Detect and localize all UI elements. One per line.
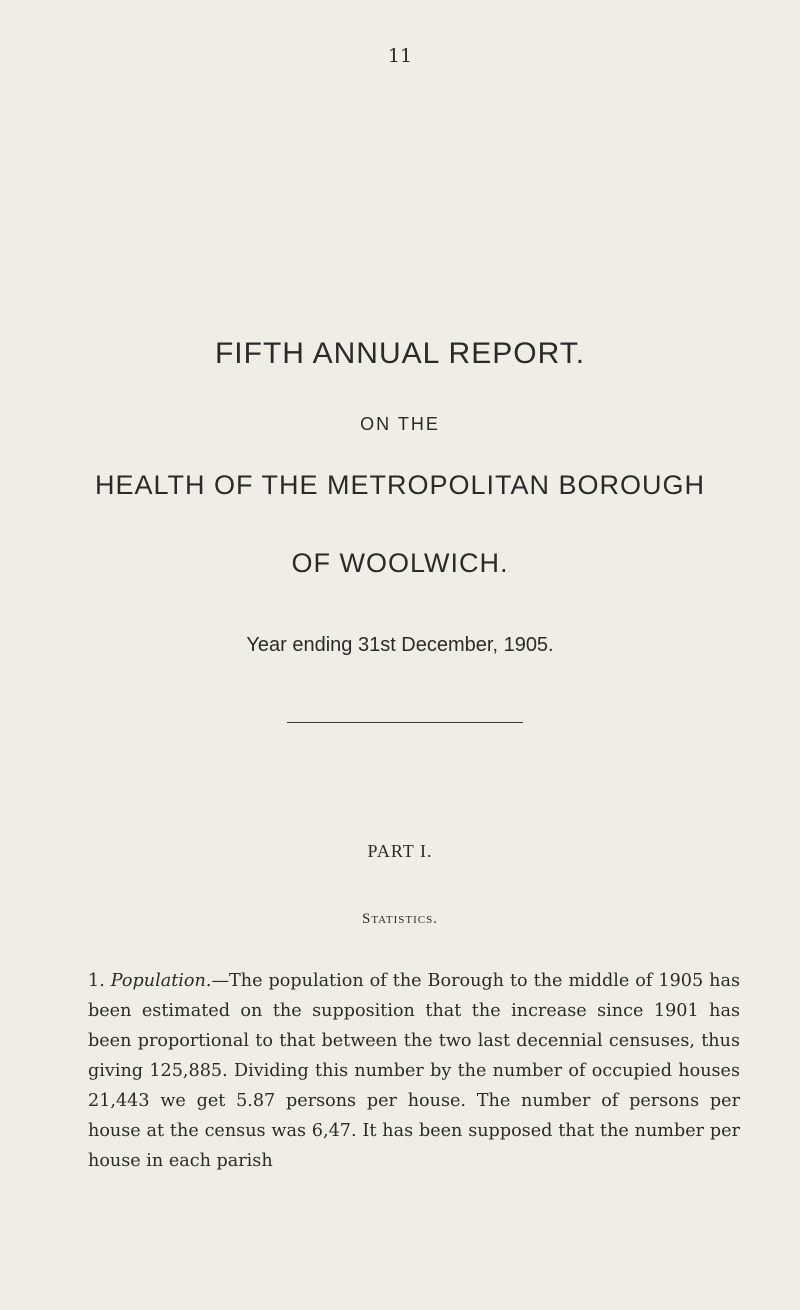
subtitle-on-the: ON THE xyxy=(360,414,440,434)
part-heading: PART I. xyxy=(367,841,433,861)
population-paragraph xyxy=(88,966,740,1176)
subtitle-health-borough: HEALTH OF THE METROPOLITAN BOROUGH xyxy=(94,470,706,500)
report-title: FIFTH ANNUAL REPORT. xyxy=(214,337,586,370)
section-heading: Statistics. xyxy=(362,911,438,927)
page-number: 11 xyxy=(387,45,413,67)
paragraph-label: Population. xyxy=(110,971,212,991)
year-ending-line: Year ending 31st December, 1905. xyxy=(246,634,554,656)
subtitle-woolwich: OF WOOLWICH. xyxy=(291,548,509,578)
paragraph-text: —The population of the Borough to the middle of 1905 has been estimated on the supposition that the increase since 1901 has been proportional to that between the two last decennial censuses, thus giving 125,885. Dividing this number by the number of occupied houses 21,443 we get 5.87 persons per house. The number of persons per house at the census was 6,47. It has been supposed that the number per house in each parish xyxy=(88,971,740,1171)
paragraph-number: 1. xyxy=(88,971,105,991)
section-divider xyxy=(287,722,523,723)
